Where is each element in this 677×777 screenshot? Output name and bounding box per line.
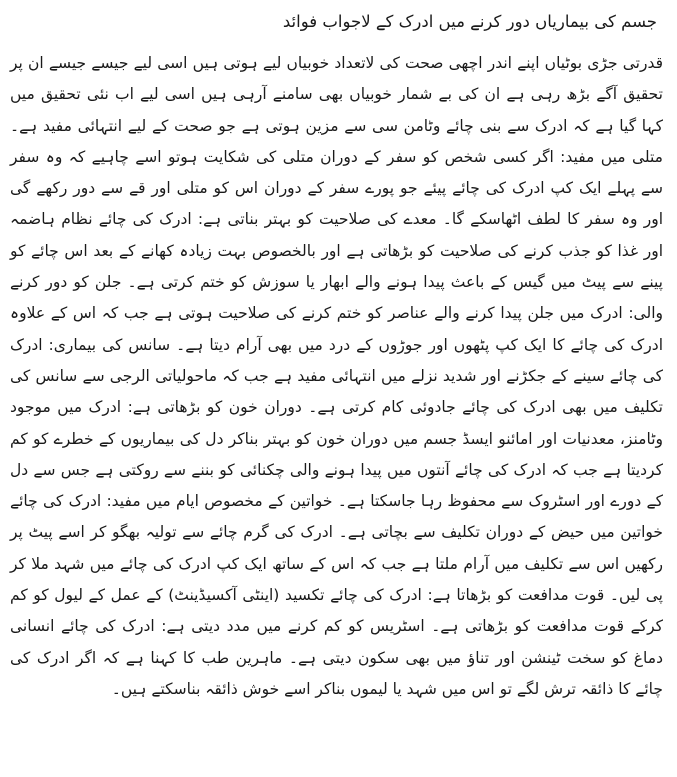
article-body: قدرتی جڑی بوٹیاں اپنے اندر اچھی صحت کی لاتعداد خوبیاں لیے ہوتی ہیں اسی لیے جیسے جیسے ان پر تحقیق آگے بڑھ رہی ہے ان کی بے شمار خوبیاں بھی سامنے آرہی ہیں اسی لیے اب نئی تحقیق میں کہا گیا ہے کہ ادرک سے بنی چائے وٹامن سی سے مزین ہوتی ہے جو صحت کے لیے انتہائی مفید ہے۔ متلی میں مفید: اگر کسی شخص کو سفر کے دوران متلی کی شکایت ہوتو اسے چاہیے کہ وہ سفر سے پہلے ایک کپ ادرک کی چائے پیئے جو پورے سفر کے دوران اس کو متلی اور قے سے دور رکھے گی اور وہ سفر کا لطف اٹھاسکے گا۔ معدے کی صلاحیت کو بہتر بناتی ہے: ادرک کی چائے نظام ہاضمہ اور غذا کو جذب کرنے کی صلاحیت کو بڑھاتی ہے اور بالخصوص بہت زیادہ کھانے کے بعد اس چائے کو پینے سے پیٹ میں گیس کے باعث پیدا ہونے والے ابھار یا سوزش کو ختم کرتی ہے۔ جلن کو دور کرنے والی: ادرک میں جلن پیدا کرنے والے عناصر کو ختم کرنے کی صلاحیت ہوتی ہے جب کہ اس کے علاوہ ادرک کی چائے کا ایک کپ پٹھوں اور جوڑوں کے درد میں بھی آرام دیتا ہے۔ سانس کی بیماری: ادرک کی چائے سینے کے جکڑنے اور شدید نزلے میں انتہائی مفید ہے جب کہ ماحولیاتی الرجی سے سانس کی تکلیف میں بھی ادرک کی چائے جادوئی کام کرتی ہے۔ دوران خون کو بڑھاتی ہے: ادرک میں موجود وٹامنز، معدنیات اور امائنو ایسڈ جسم میں دوران خون کو بہتر بناکر دل کی بیماریوں کے خطرے کو کم کردیتا ہے جب کہ ادرک کی چائے آنتوں میں پیدا ہونے والی چکنائی کو بننے سے روکتی ہے جس سے دل کے دورے اور اسٹروک سے محفوظ رہا جاسکتا ہے۔ خواتین کے مخصوص ایام میں مفید: ادرک کی چائے خواتین میں حیض کے دوران تکلیف سے بچاتی ہے۔ ادرک کی گرم چائے سے تولیہ بھگو کر اسے پیٹ پر رکھیں اس سے تکلیف میں آرام ملتا ہے جب کہ اس کے ساتھ ایک کپ ادرک کی چائے میں شہد ملا کر پی لیں۔ قوت مدافعت کو بڑھاتا ہے: ادرک کی چائے تکسید (اینٹی آکسیڈینٹ) کے عمل کے لیول کو کم کرکے قوت مدافعت کو بڑھاتی ہے۔ اسٹریس کو کم کرنے میں مدد دیتی ہے: ادرک کی چائے انسانی دماغ کو سخت ٹینشن اور تناؤ میں بھی سکون دیتی ہے۔ ماہرین طب کا کہنا ہے کہ اگر ادرک کی چائے کا ذائقہ ترش لگے تو اس میں شہد یا لیموں بناکر اسے خوش ذائقہ بناسکتے ہیں۔: [10, 54, 663, 698]
article-title: جسم کی بیماریاں دور کرنے میں ادرک کے لاجواب فوائد: [282, 12, 657, 31]
